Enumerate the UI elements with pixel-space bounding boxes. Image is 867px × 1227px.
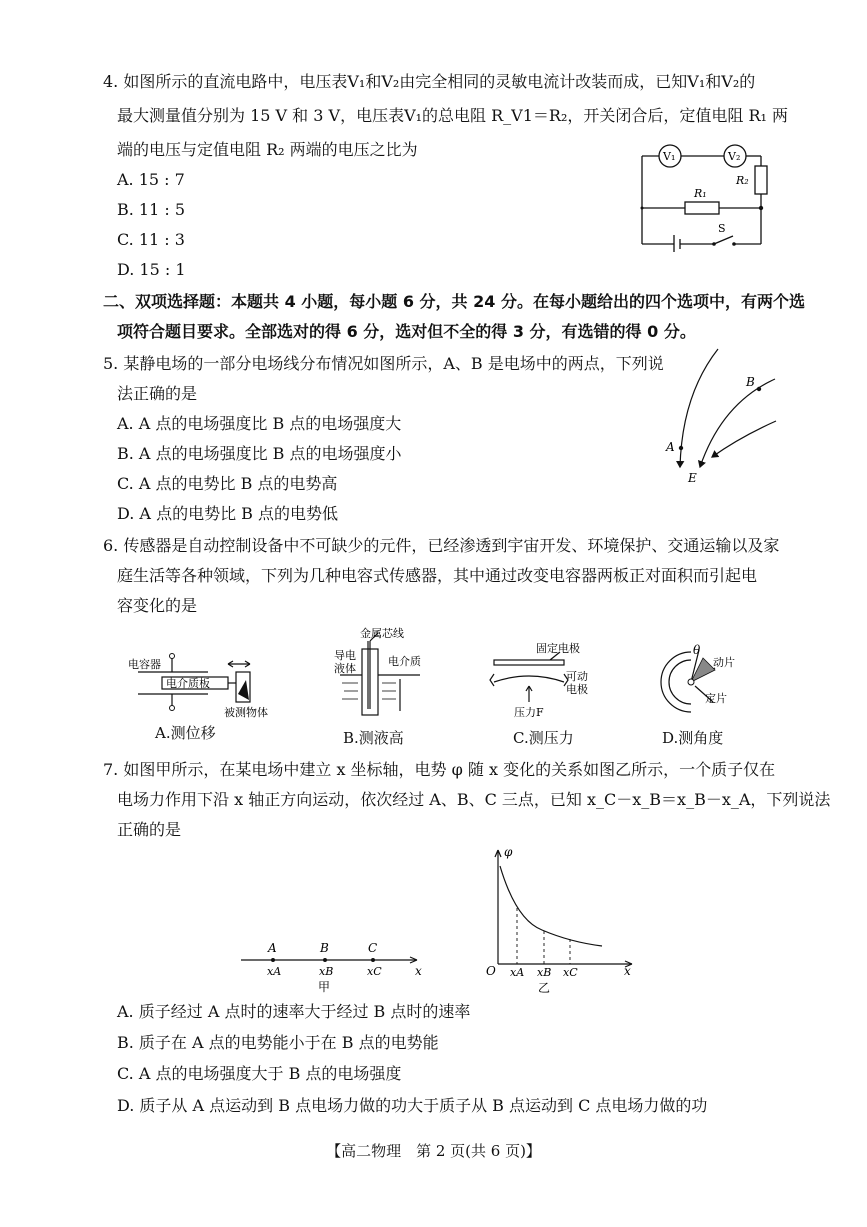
q7-fig-jia-axis bbox=[235, 935, 435, 995]
movable-electrode-label-2: 电极 bbox=[566, 683, 588, 696]
yi-xb-label: xB bbox=[537, 966, 552, 979]
q5-option-d: D. A 点的电势比 B 点的电势低 bbox=[117, 504, 339, 523]
r1-label: R₁ bbox=[694, 187, 707, 200]
yi-origin-label: O bbox=[486, 964, 496, 978]
q6-line2: 庭生活等各种领域，下列为几种电容式传感器，其中通过改变电容器两板正对面积而引起电 bbox=[117, 566, 758, 585]
q4-option-c: C. 11 : 3 bbox=[117, 230, 185, 249]
q6-line1: 6. 传感器是自动控制设备中不可缺少的元件，已经渗透到宇宙开发、环境保护、交通运输以及家 bbox=[103, 536, 780, 555]
jia-x-axis-label: x bbox=[415, 964, 422, 978]
q7-option-c: C. A 点的电场强度大于 B 点的电场强度 bbox=[117, 1064, 402, 1083]
page-footer: 【高二物理 第 2 页(共 6 页)】 bbox=[326, 1142, 541, 1160]
v1-label: V₁ bbox=[663, 150, 676, 163]
q5-line2: 法正确的是 bbox=[117, 384, 198, 403]
jia-a-label: A bbox=[268, 941, 277, 955]
jia-caption: 甲 bbox=[318, 980, 331, 994]
conductive-liquid-label-1: 导电 bbox=[334, 649, 356, 662]
q7-option-b: B. 质子在 A 点的电势能小于在 B 点的电势能 bbox=[117, 1033, 439, 1052]
r2-label: R₂ bbox=[736, 174, 749, 187]
measured-object-label: 被测物体 bbox=[224, 706, 268, 719]
yi-caption: 乙 bbox=[538, 981, 551, 995]
q6-option-d: D.测角度 bbox=[662, 729, 724, 747]
fixed-plate-label: 定片 bbox=[705, 692, 727, 705]
q6-fig-d-angle bbox=[655, 640, 745, 720]
q6-option-b: B.测液高 bbox=[343, 729, 404, 747]
dielectric-label: 电介质 bbox=[388, 655, 421, 668]
q7-line3: 正确的是 bbox=[117, 820, 182, 839]
yi-xa-label: xA bbox=[510, 966, 525, 979]
q6-fig-a-displacement bbox=[128, 650, 278, 722]
q5-option-b: B. A 点的电场强度比 B 点的电场强度小 bbox=[117, 444, 402, 463]
q7-fig-yi-potential-graph bbox=[482, 842, 642, 995]
q4-line3: 端的电压与定值电阻 R₂ 两端的电压之比为 bbox=[117, 140, 418, 159]
q5-line1: 5. 某静电场的一部分电场线分布情况如图所示，A、B 是电场中的两点，下列说 bbox=[103, 354, 664, 373]
q7-option-a: A. 质子经过 A 点时的速率大于经过 B 点时的速率 bbox=[117, 1002, 471, 1021]
movable-electrode-label-1: 可动 bbox=[566, 670, 588, 683]
fixed-electrode-label: 固定电极 bbox=[536, 642, 580, 655]
q6-fig-c-pressure bbox=[480, 640, 600, 720]
q6-fig-b-liquid-height bbox=[330, 625, 440, 725]
q4-line2: 最大测量值分别为 15 V 和 3 V，电压表V₁的总电阻 R_V1＝R₂，开关闭合后，定值电阻 R₁ 两 bbox=[117, 106, 789, 125]
yi-x-axis-label: x bbox=[624, 964, 631, 978]
q7-line2: 电场力作用下沿 x 轴正方向运动，依次经过 A、B、C 三点，已知 x_C－x_B＝x_B－x_A，下列说法 bbox=[117, 790, 831, 809]
q6-line3: 容变化的是 bbox=[117, 596, 198, 615]
v2-label: V₂ bbox=[728, 150, 741, 163]
dielectric-plate-label: 电介质板 bbox=[166, 677, 210, 690]
point-b-label: B bbox=[746, 375, 755, 389]
switch-label: S bbox=[718, 222, 726, 235]
field-e-label: E bbox=[688, 471, 697, 485]
jia-xb-label: xB bbox=[319, 965, 334, 978]
conductive-liquid-label-2: 液体 bbox=[334, 662, 356, 675]
moving-plate-label: 动片 bbox=[713, 656, 735, 669]
yi-phi-label: φ bbox=[504, 845, 513, 859]
q4-option-d: D. 15 : 1 bbox=[117, 260, 186, 279]
q5-field-lines-diagram bbox=[660, 345, 780, 490]
q7-line1: 7. 如图甲所示，在某电场中建立 x 坐标轴，电势 φ 随 x 变化的关系如图乙所示，一个质子仅在 bbox=[103, 760, 776, 779]
yi-xc-label: xC bbox=[563, 966, 578, 979]
section2-line2: 项符合题目要求。全部选对的得 6 分，选对但不全的得 3 分，有选错的得 0 分。 bbox=[117, 322, 696, 341]
jia-xc-label: xC bbox=[367, 965, 382, 978]
q5-option-a: A. A 点的电场强度比 B 点的电场强度大 bbox=[117, 414, 402, 433]
section2-line1: 二、双项选择题：本题共 4 小题，每小题 6 分，共 24 分。在每小题给出的四个选项中，有两个选 bbox=[103, 292, 805, 311]
point-a-label: A bbox=[666, 440, 675, 454]
jia-c-label: C bbox=[368, 941, 378, 955]
jia-b-label: B bbox=[320, 941, 329, 955]
theta-label: θ bbox=[693, 643, 701, 657]
q7-option-d: D. 质子从 A 点运动到 B 点电场力做的功大于质子从 B 点运动到 C 点电场力做的功 bbox=[117, 1096, 708, 1115]
metal-core-label: 金属芯线 bbox=[360, 627, 404, 640]
q4-option-a: A. 15 : 7 bbox=[117, 170, 185, 189]
q4-option-b: B. 11 : 5 bbox=[117, 200, 186, 219]
q5-option-c: C. A 点的电势比 B 点的电势高 bbox=[117, 474, 338, 493]
q6-option-a: A.测位移 bbox=[155, 724, 216, 742]
q4-line1: 4. 如图所示的直流电路中，电压表V₁和V₂由完全相同的灵敏电流计改装而成，已知V₁和V₂的 bbox=[103, 72, 756, 91]
q6-option-c: C.测压力 bbox=[513, 729, 574, 747]
pressure-force-label: 压力F bbox=[514, 706, 544, 719]
capacitor-label: 电容器 bbox=[128, 658, 161, 671]
q4-circuit-diagram bbox=[630, 140, 775, 252]
jia-xa-label: xA bbox=[267, 965, 282, 978]
